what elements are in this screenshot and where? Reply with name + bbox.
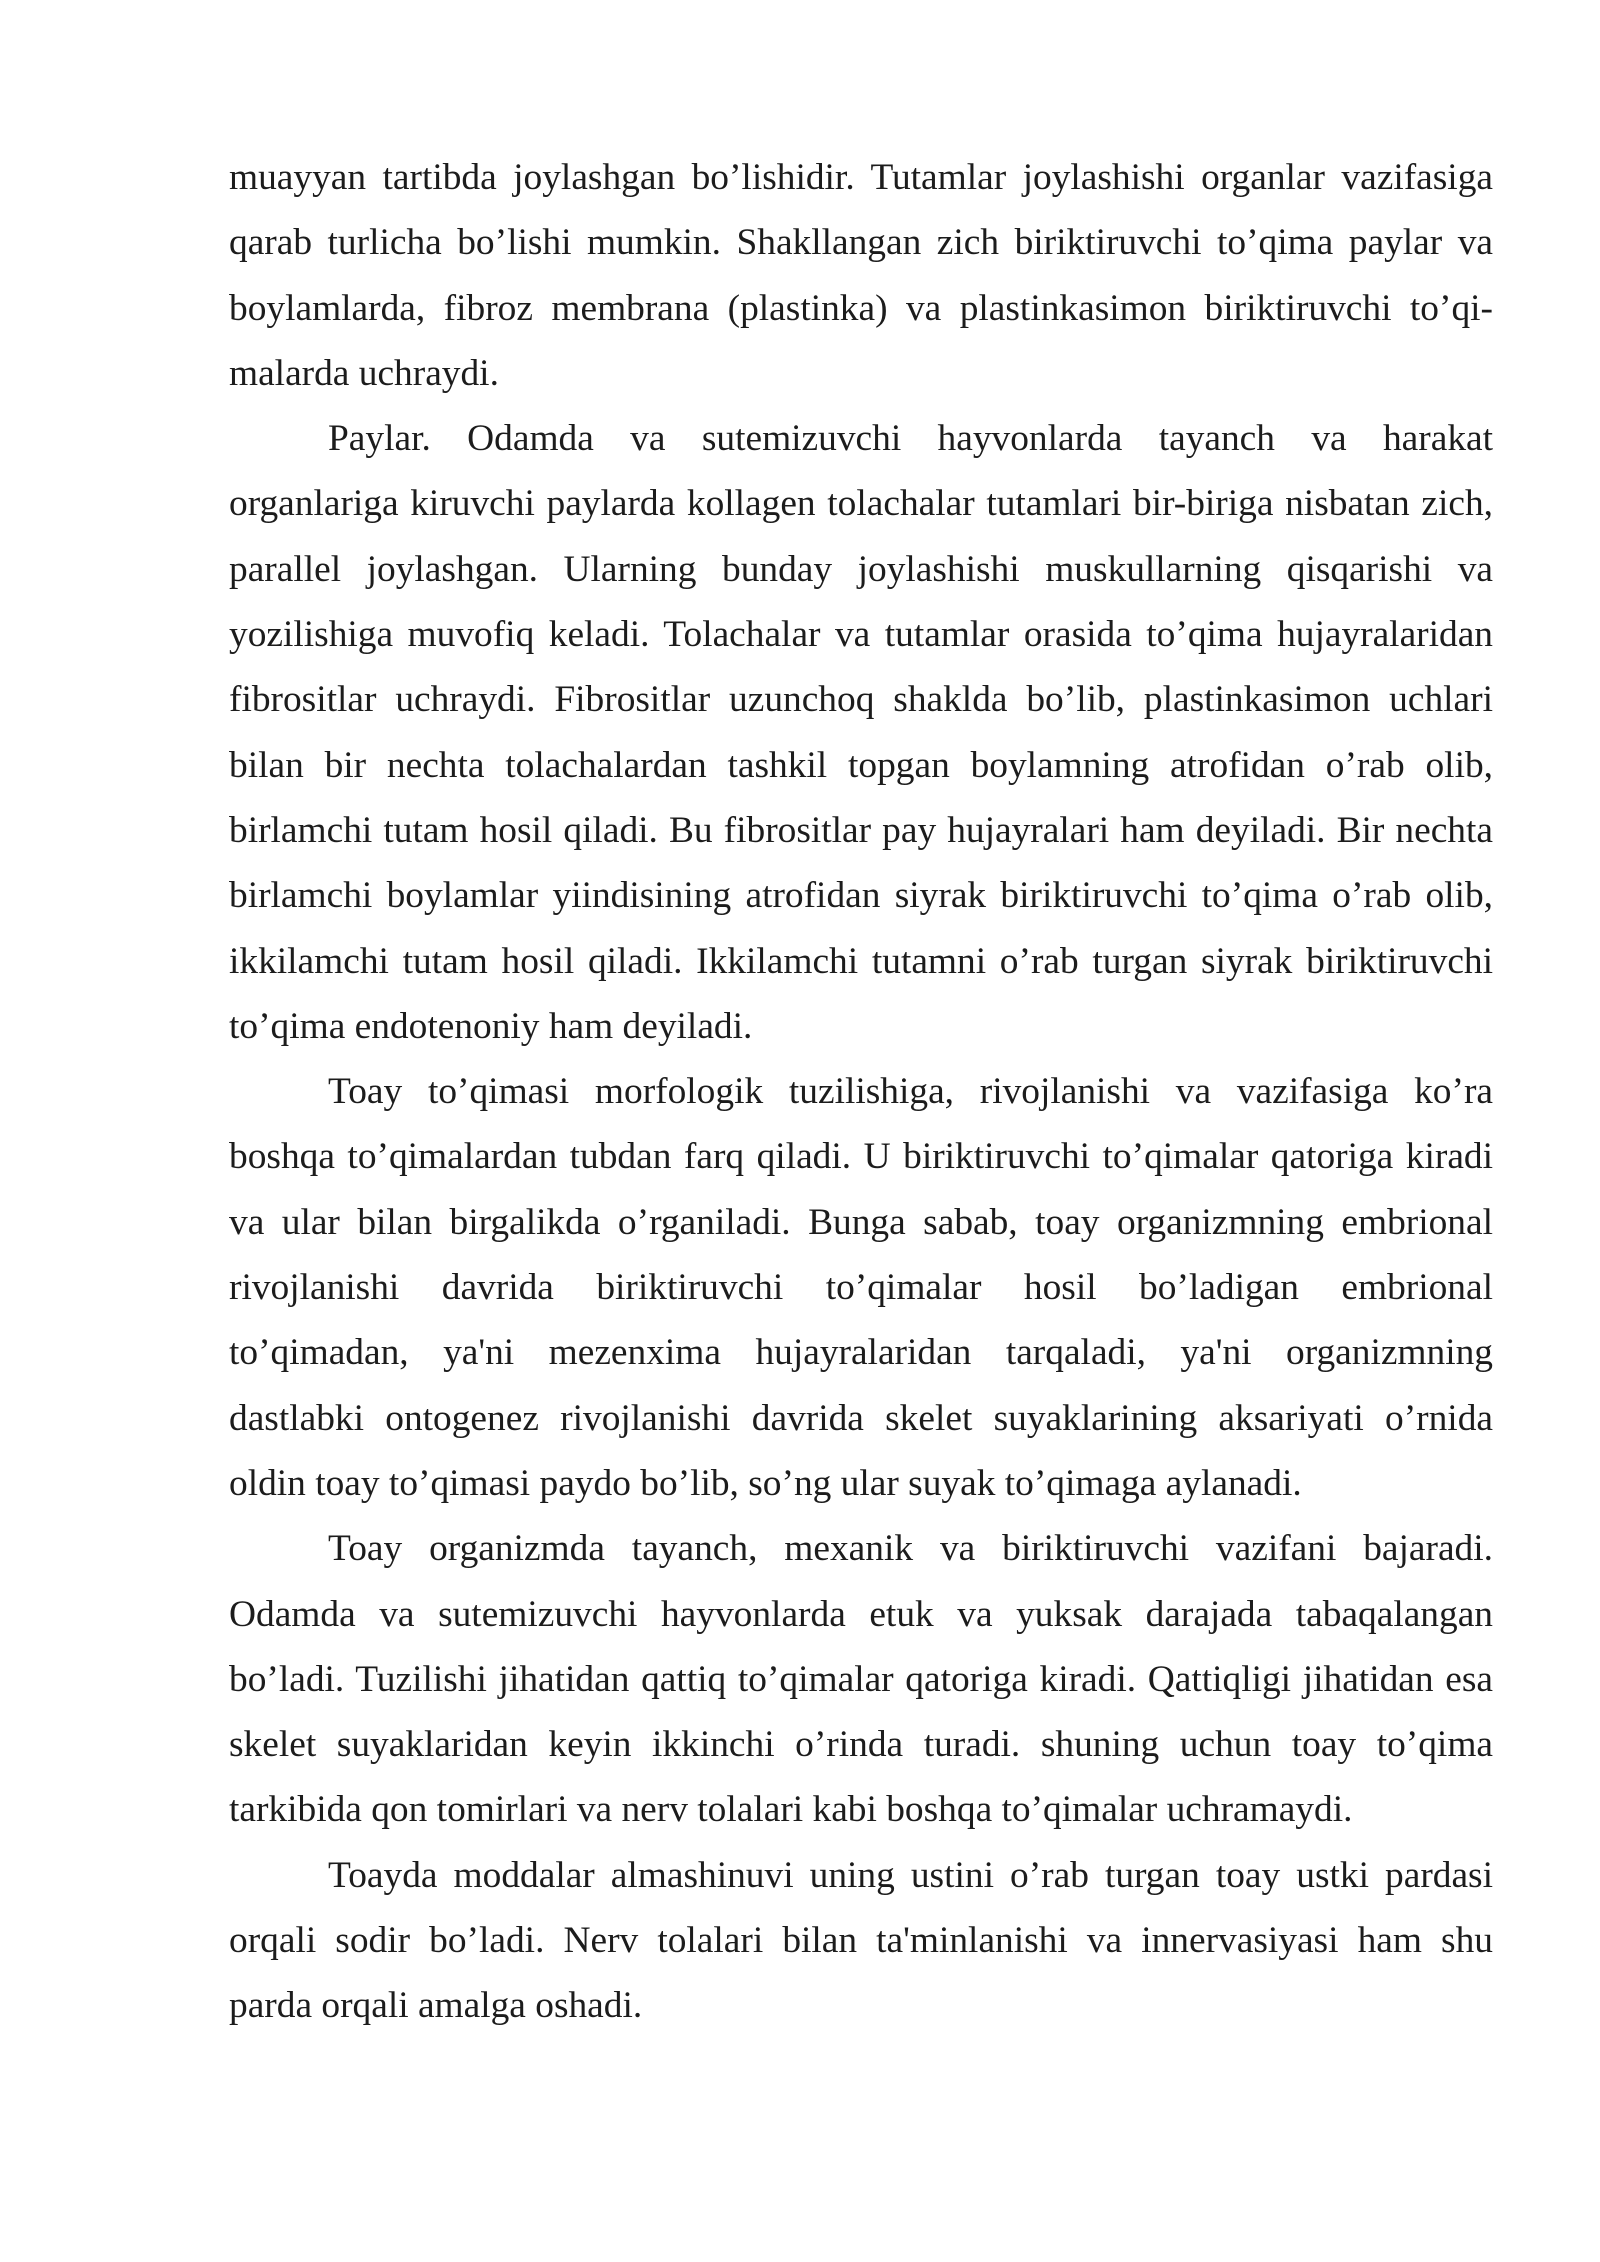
text-line: skelet suyaklaridan keyin ikkinchi o’rinda turadi. shuning uchun toay to’qima [229,1724,1493,1766]
text-line: parda orqali amalga oshadi. [229,1985,643,2027]
paragraph [229,1516,1493,1842]
text-line: malarda uchraydi. [229,352,499,394]
paragraph [229,145,1493,406]
paragraph [229,406,1493,1059]
text-line: boshqa to’qimalardan tubdan farq qiladi. U biriktiruvchi to’qimalar qatoriga kiradi [229,1136,1493,1178]
text-line: va ular bilan birgalikda o’rganiladi. Bunga sabab, toay organizmning embrional [229,1201,1493,1243]
paragraph [229,1059,1493,1516]
text-line: rivojlanishi davrida biriktiruvchi to’qimalar hosil bo’ladigan embrional [229,1267,1493,1309]
text-line: Toay to’qimasi morfologik tuzilishiga, rivojlanishi va vazifasiga ko’ra [328,1071,1493,1113]
text-line: orqali sodir bo’ladi. Nerv tolalari bilan ta'minlanishi va innervasiyasi ham shu [229,1920,1493,1962]
body-text [229,145,1493,2039]
text-line: ikkilamchi tutam hosil qiladi. Ikkilamchi tutamni o’rab turgan siyrak biriktiruvchi [229,940,1493,982]
text-line: boylamlarda, fibroz membrana (plastinka) va plastinkasimon biriktiruvchi to’qi- [229,287,1493,329]
text-line: Odamda va sutemizuvchi hayvonlarda etuk va yuksak darajada tabaqalangan [229,1593,1493,1635]
text-line: birlamchi boylamlar yiindisining atrofidan siyrak biriktiruvchi to’qima o’rab olib, [229,875,1493,917]
text-line: qarab turlicha bo’lishi mumkin. Shakllangan zich biriktiruvchi to’qima paylar va [229,222,1493,264]
text-line: yozilishiga muvofiq keladi. Tolachalar va tutamlar orasida to’qima hujayralaridan [229,614,1493,656]
text-line: bilan bir nechta tolachalardan tashkil topgan boylamning atrofidan o’rab olib, [229,744,1493,786]
text-line: birlamchi tutam hosil qiladi. Bu fibrositlar pay hujayralari ham deyiladi. Bir nechta [229,809,1493,851]
text-line: tarkibida qon tomirlari va nerv tolalari kabi boshqa to’qimalar uchramaydi. [229,1789,1353,1831]
text-line: dastlabki ontogenez rivojlanishi davrida skelet suyaklarining aksariyati o’rnida [229,1397,1493,1439]
text-line: to’qimadan, ya'ni mezenxima hujayralaridan tarqaladi, ya'ni organizmning [229,1332,1493,1374]
text-line: oldin toay to’qimasi paydo bo’lib, so’ng ular suyak to’qimaga aylanadi. [229,1462,1302,1504]
text-line: parallel joylashgan. Ularning bunday joylashishi muskullarning qisqarishi va [229,548,1493,590]
text-line: Toay organizmda tayanch, mexanik va biriktiruvchi vazifani bajaradi. [328,1528,1493,1570]
text-line: Toayda moddalar almashinuvi uning ustini o’rab turgan toay ustki pardasi [328,1854,1493,1896]
text-line: fibrositlar uchraydi. Fibrositlar uzunchoq shaklda bo’lib, plastinkasimon uchlari [229,679,1493,721]
paragraph [229,1843,1493,2039]
text-line: organlariga kiruvchi paylarda kollagen tolachalar tutamlari bir-biriga nisbatan zich, [229,483,1493,525]
text-line: Paylar. Odamda va sutemizuvchi hayvonlarda tayanch va harakat [328,418,1493,460]
text-line: muayyan tartibda joylashgan bo’lishidir. Tutamlar joylashishi organlar vazifasiga [229,157,1493,198]
text-line: bo’ladi. Tuzilishi jihatidan qattiq to’qimalar qatoriga kiradi. Qattiqligi jihatidan esa [229,1658,1493,1700]
text-line: to’qima endotenoniy ham deyiladi. [229,1005,753,1047]
